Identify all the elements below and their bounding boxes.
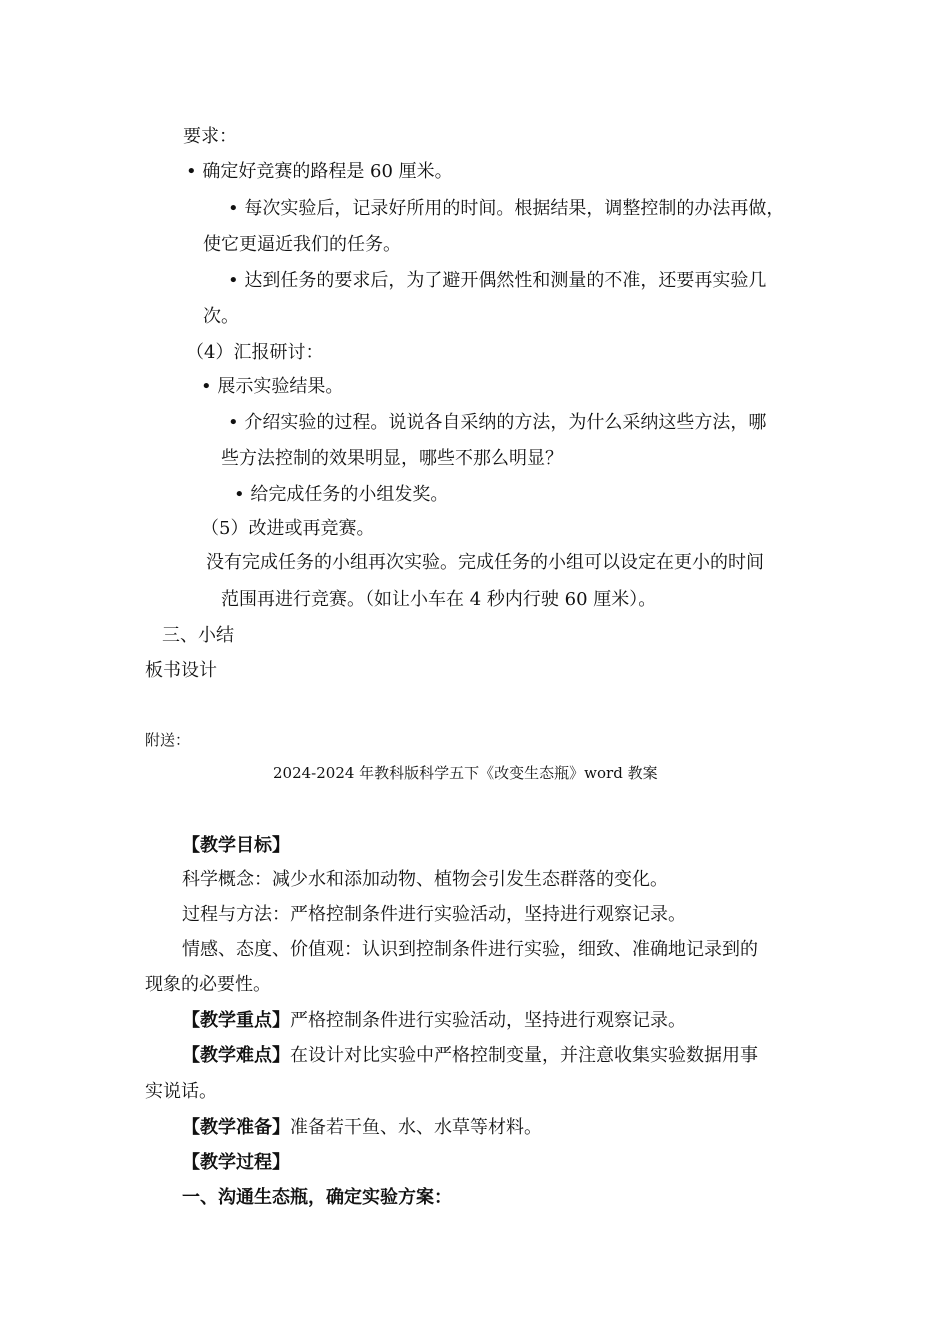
bullet-show-results: • 展示实验结果。 bbox=[201, 376, 344, 397]
improve-paragraph: 没有完成任务的小组再次实验。完成任务的小组可以设定在更小的时间 bbox=[206, 552, 764, 573]
bullet-award: • 给完成任务的小组发奖。 bbox=[234, 484, 449, 505]
goal-concept: 科学概念：减少水和添加动物、植物会引发生态群落的变化。 bbox=[182, 869, 668, 890]
bullet-introduce-process: • 介绍实验的过程。说说各自采纳的方法，为什么采纳这些方法，哪 bbox=[228, 412, 767, 433]
goal-emotion-cont: 现象的必要性。 bbox=[145, 974, 271, 995]
bullet-route-length: • 确定好竞赛的路程是 60 厘米。 bbox=[186, 161, 453, 182]
teaching-process-heading: 【教学过程】 bbox=[182, 1152, 290, 1173]
step-one-heading: 一、沟通生态瓶，确定实验方案： bbox=[182, 1187, 452, 1208]
improve-paragraph-cont: 范围再进行竞赛。（如让小车在 4 秒内行驶 60 厘米）。 bbox=[221, 589, 657, 610]
bullet-each-experiment-cont: 使它更逼近我们的任务。 bbox=[203, 234, 401, 255]
difficulty-text: 在设计对比实验中严格控制变量，并注意收集实验数据用事 bbox=[290, 1045, 758, 1066]
summary-heading: 三、小结 bbox=[162, 625, 234, 646]
board-design-heading: 板书设计 bbox=[145, 660, 217, 681]
attachment-title: 2024-2024 年教科版科学五下《改变生态瓶》word 教案 bbox=[273, 764, 658, 782]
difficulty-paragraph bbox=[182, 1043, 758, 1069]
bullet-reach-goal: • 达到任务的要求后，为了避开偶然性和测量的不准，还要再实验几 bbox=[228, 270, 767, 291]
attachment-label: 附送： bbox=[145, 731, 191, 749]
difficulty-text-cont: 实说话。 bbox=[145, 1081, 217, 1102]
teaching-goals-heading: 【教学目标】 bbox=[182, 835, 290, 856]
key-point-paragraph bbox=[182, 1008, 686, 1034]
key-point-label: 【教学重点】 bbox=[182, 1010, 290, 1031]
goal-process: 过程与方法：严格控制条件进行实验活动，坚持进行观察记录。 bbox=[182, 904, 686, 925]
preparation-paragraph bbox=[182, 1115, 542, 1141]
key-point-text: 严格控制条件进行实验活动，坚持进行观察记录。 bbox=[290, 1010, 686, 1031]
preparation-label: 【教学准备】 bbox=[182, 1117, 290, 1138]
goal-emotion: 情感、态度、价值观：认识到控制条件进行实验，细致、准确地记录到的 bbox=[182, 939, 758, 960]
difficulty-label: 【教学难点】 bbox=[182, 1045, 290, 1066]
bullet-introduce-process-cont: 些方法控制的效果明显，哪些不那么明显？ bbox=[221, 448, 563, 469]
improve-heading: （5）改进或再竞赛。 bbox=[201, 518, 375, 539]
preparation-text: 准备若干鱼、水、水草等材料。 bbox=[290, 1117, 542, 1138]
requirements-heading: 要求： bbox=[183, 126, 237, 147]
report-heading: （4）汇报研讨： bbox=[186, 342, 324, 363]
bullet-reach-goal-cont: 次。 bbox=[203, 306, 239, 327]
bullet-each-experiment: • 每次实验后，记录好所用的时间。根据结果，调整控制的办法再做， bbox=[228, 198, 785, 219]
